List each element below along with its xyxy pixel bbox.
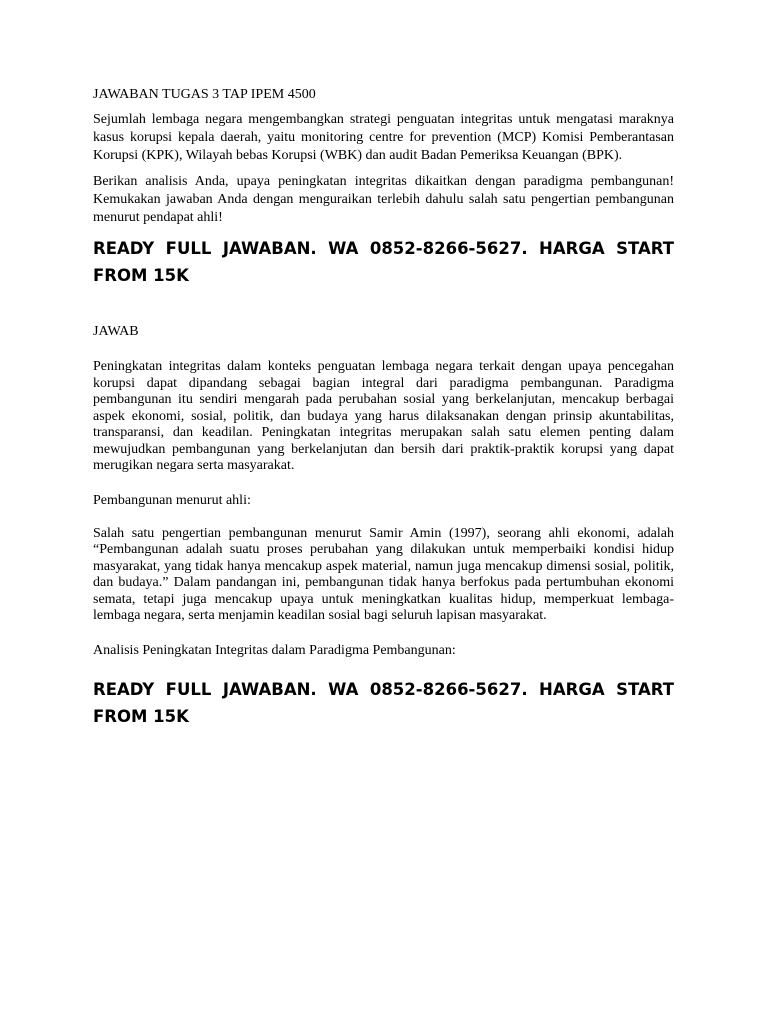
analisis-heading: Analisis Peningkatan Integritas dalam Paradigma Pembangunan: [93, 642, 456, 658]
question-paragraph-2: Berikan analisis Anda, upaya peningkatan integritas dikaitkan dengan paradigma pembangunan! Kemukakan jawaban Anda dengan menguraikan terlebih dahulu salah satu pengertian pembangunan menurut pendapat ahli! [93, 174, 674, 225]
question-paragraph-1: Sejumlah lembaga negara mengembangkan strategi penguatan integritas untuk mengatasi maraknya kasus korupsi kepala daerah, yaitu monitoring centre for prevention (MCP) Komisi Pemberantasan Korupsi (KPK), Wilayah bebas Korupsi (WBK) dan audit Badan Pemeriksa Keuangan (BPK). [93, 112, 674, 163]
ahli-paragraph: Salah satu pengertian pembangunan menurut Samir Amin (1997), seorang ahli ekonomi, adalah “Pembangunan adalah suatu proses perubahan yang dilakukan untuk memperbaiki kondisi hidup masyarakat, yang tidak hanya mencakup aspek material, namun juga mencakup dimensi sosial, politik, dan budaya.” Dalam pandangan ini, pembangunan tidak hanya berfokus pada pertumbuhan ekonomi semata, tetapi juga mencakup upaya untuk meningkatkan kualitas hidup, memperkuat lembaga-lembaga negara, serta menjamin keadilan sosial bagi seluruh lapisan masyarakat. [93, 525, 674, 623]
document-page [93, 86, 674, 730]
ahli-heading: Pembangunan menurut ahli: [93, 492, 251, 508]
answer-paragraph: Peningkatan integritas dalam konteks penguatan lembaga negara terkait dengan upaya pencegahan korupsi dapat dipandang sebagai bagian integral dari paradigma pembangunan. Paradigma pembangunan itu sendiri mengarah pada perubahan sosial yang berkelanjutan, mencakup berbagai aspek ekonomi, sosial, politik, dan budaya yang harus dilaksanakan dengan prinsip akuntabilitas, transparansi, dan keadilan. Peningkatan integritas merupakan salah satu elemen penting dalam mewujudkan pembangunan yang berkelanjutan dan bersih dari praktik-praktik korupsi yang dapat merugikan negara serta masyarakat. [93, 359, 674, 473]
promo-banner-bottom: READY FULL JAWABAN. WA 0852-8266-5627. HARGA START FROM 15K [93, 679, 674, 726]
jawab-heading: JAWAB [93, 324, 139, 339]
document-title: JAWABAN TUGAS 3 TAP IPEM 4500 [93, 87, 316, 102]
promo-banner-top: READY FULL JAWABAN. WA 0852-8266-5627. HARGA START FROM 15K [93, 239, 674, 285]
